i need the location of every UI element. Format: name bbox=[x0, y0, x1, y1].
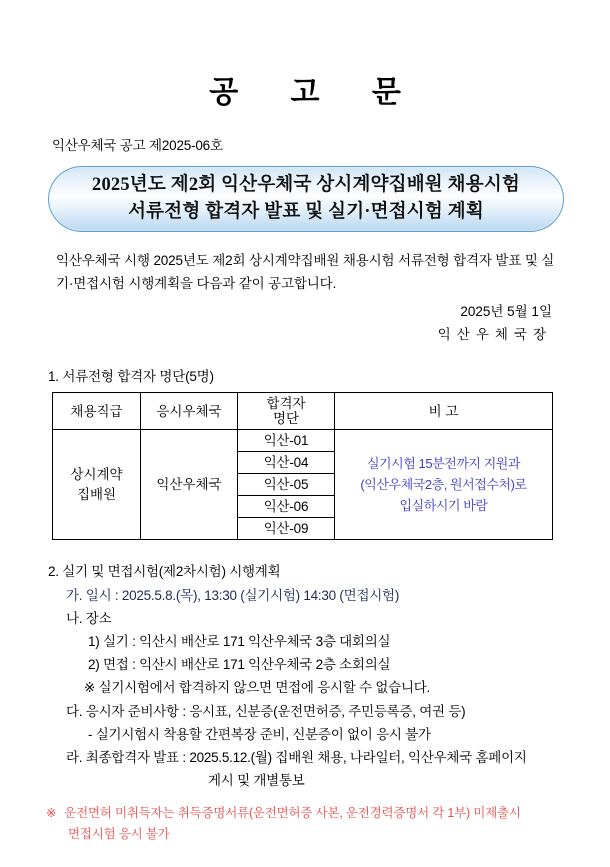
issue-date: 2025년 5월 1일 bbox=[460, 304, 552, 320]
table-header-row bbox=[53, 393, 553, 430]
section-2-item-b-2: 2) 면접 : 익산시 배산로 171 익산우체국 2층 소회의실 bbox=[88, 657, 391, 673]
cell-grade-line-2: 집배원 bbox=[76, 486, 117, 502]
reference-mark-icon: ※ bbox=[46, 805, 57, 820]
title-banner bbox=[48, 166, 564, 232]
cell-name-3: 익산-05 bbox=[238, 474, 335, 496]
remark-line-3: 입실하시기 바람 bbox=[399, 498, 488, 514]
section-2-item-b-note: ※ 실기시험에서 합격하지 않으면 면접에 응시할 수 없습니다. bbox=[84, 680, 431, 696]
section-2-item-a: 가. 일시 : 2025.5.8.(목), 13:30 (실기시험) 14:30 (면접시험) bbox=[66, 587, 400, 603]
document-title: 공 고 문 bbox=[209, 76, 423, 109]
section-2-item-c-sub: - 실기시험시 착용할 간편복장 준비, 신분증이 없이 응시 불가 bbox=[88, 726, 431, 742]
header-remark: 비 고 bbox=[335, 393, 553, 430]
cell-grade bbox=[53, 430, 141, 540]
header-office: 응시우체국 bbox=[141, 393, 238, 430]
passer-list-table bbox=[52, 392, 553, 540]
title-banner-line-1: 2025년도 제2회 익산우체국 상시계약집배원 채용시험 bbox=[92, 175, 520, 196]
section-1-heading: 1. 서류전형 합격자 명단(5명) bbox=[48, 369, 214, 385]
footnote bbox=[46, 803, 586, 846]
section-2-item-b-1: 1) 실기 : 익산시 배산로 171 익산우체국 3층 대회의실 bbox=[88, 633, 391, 649]
header-names-line-1: 합격자 bbox=[266, 396, 306, 412]
section-2 bbox=[0, 560, 610, 792]
header-names bbox=[238, 393, 335, 430]
cell-grade-line-1: 상시계약 bbox=[70, 467, 123, 483]
section-2-item-d: 라. 최종합격자 발표 : 2025.5.12.(월) 집배원 채용, 나라일터, 익산우체국 홈페이지 bbox=[66, 750, 527, 766]
footnote-first-line bbox=[46, 803, 586, 824]
issuer-name: 익산우체국장 bbox=[437, 327, 552, 343]
table-row bbox=[53, 430, 553, 452]
cell-name-4: 익산-06 bbox=[238, 496, 335, 518]
cell-name-2: 익산-04 bbox=[238, 452, 335, 474]
section-2-heading: 2. 실기 및 면접시험(제2차시험) 시행계획 bbox=[48, 564, 281, 580]
title-banner-line-2: 서류전형 합격자 발표 및 실기·면접시험 계획 bbox=[128, 202, 484, 222]
footnote-line-1: 운전면허 미취득자는 취득증명서류(운전면허증 사본, 운전경력증명서 각 1부) 미제출시 bbox=[64, 805, 521, 820]
footnote-line-2: 면접시험 응시 불가 bbox=[68, 826, 170, 841]
cell-office: 익산우체국 bbox=[141, 430, 238, 540]
intro-paragraph: 익산우체국 시행 2025년도 제2회 상시계약집배원 채용시험 서류전형 합격자 발표 및 실기·면접시험 시행계획을 다음과 같이 공고합니다. bbox=[56, 253, 555, 292]
remark-line-2: (익산우체국2층, 원서접수처)로 bbox=[360, 477, 527, 493]
section-2-item-c: 다. 응시자 준비사항 : 응시표, 신분증(운전면허증, 주민등록증, 여권 등) bbox=[66, 703, 466, 719]
cell-remark bbox=[335, 430, 553, 540]
cell-name-1: 익산-01 bbox=[238, 430, 335, 452]
section-2-item-b: 나. 장소 bbox=[66, 610, 112, 626]
remark-line-1: 실기시험 15분전까지 지원과 bbox=[366, 456, 521, 472]
cell-name-5: 익산-09 bbox=[238, 518, 335, 540]
section-2-item-d-continued: 게시 및 개별통보 bbox=[208, 773, 305, 789]
header-grade: 채용직급 bbox=[53, 393, 141, 430]
notice-number: 익산우체국 공고 제2025-06호 bbox=[52, 138, 223, 153]
header-names-line-2: 명단 bbox=[272, 411, 300, 427]
